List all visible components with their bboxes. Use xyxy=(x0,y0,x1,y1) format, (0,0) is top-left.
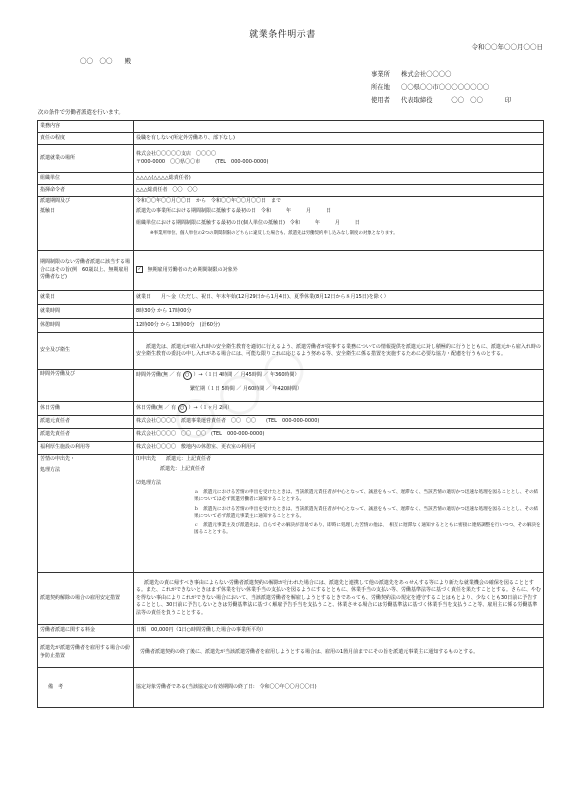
row-value xyxy=(134,197,544,251)
checkbox-icon[interactable]: ✓ xyxy=(137,267,142,273)
conditions-table xyxy=(37,120,544,708)
table-row xyxy=(38,133,544,145)
complaint-method-c: ｃ 派遣元事業主及び派遣先は、自らでその解決が容易であり、即時に処理した苦情の他は、 相互に遅滞なく通知するとともに密接に連絡調整を行いつつ、その解決を図ることとする。 xyxy=(194,523,541,536)
complaint-contact-client: 派遣先：上記責任者 xyxy=(160,466,206,473)
row-value xyxy=(134,121,544,133)
issuer-label: 所在地 xyxy=(371,84,390,91)
row-label: 指揮命令者 xyxy=(38,185,134,197)
issuer-value: 株式会社〇〇〇〇 xyxy=(401,71,452,78)
row-value: 8時30分 から 17時00分 xyxy=(134,305,544,319)
row-label: 派遣就業の場所 xyxy=(38,145,134,173)
row-label-line: 苦情の申出先・ xyxy=(40,456,76,462)
row-value: 派遣先は、派遣元が雇入れ時の安全衛生教育を適切に行えるよう、派遣労働者が従事する業務についての情報提供を派遣元に対し積極的に行うとともに、派遣元から雇入れ時の安全衛生教育の委託の申し入れがある場合には、可能な限りこれに応じるよう努める等、安全衛生に係る措置を実施するために必要な協力・配慮を行うものとする。 xyxy=(134,333,544,370)
table-row xyxy=(38,197,544,251)
row-label: 労働者派遣に関する料金 xyxy=(38,625,134,638)
selected-circle-icon: ○ xyxy=(183,371,192,380)
row-value: 協定対象労働者である(当該協定の有効期間の終了日: 令和〇〇年〇〇月〇〇日) xyxy=(134,668,544,708)
complaint-method-heading: ⑵処理方法 xyxy=(136,479,162,486)
row-label: 時間外労働及び xyxy=(38,370,134,402)
table-row xyxy=(38,291,544,305)
table-row xyxy=(38,416,544,429)
row-value xyxy=(134,455,544,573)
issuer-row xyxy=(371,94,511,107)
table-row xyxy=(38,145,544,173)
period-note: ※事業所単位、個人単位の2つの期間制限のどちらに違反した場合も、派遣先は労働契約申し込みなし制度の対象となります。 xyxy=(150,231,398,237)
row-value: 株式会社〇〇〇〇 〇〇 〇〇 (TEL 000-000-0000) xyxy=(134,429,544,442)
table-row xyxy=(38,668,544,708)
row-label: 派遣契約解除の場合の雇用安定措置 xyxy=(38,573,134,625)
holiday-work-limit: ）→（１ヶ月 2回） xyxy=(188,405,233,411)
table-row xyxy=(38,625,544,638)
row-label: 福利厚生施設の利用等 xyxy=(38,442,134,455)
issuer-label: 事業所 xyxy=(371,71,390,78)
row-label-line: 処理方法 xyxy=(40,467,61,474)
row-label: 派遣元責任者 xyxy=(38,416,134,429)
row-label: 休憩時間 xyxy=(38,319,134,333)
seal-mark: 印 xyxy=(504,97,512,104)
row-label: 休日労働 xyxy=(38,402,134,416)
row-label xyxy=(38,455,134,573)
issuer-label: 使用者 xyxy=(371,97,390,104)
table-row xyxy=(38,121,544,133)
row-label: 責任の程度 xyxy=(38,133,134,145)
table-row xyxy=(38,455,544,573)
row-label-line: 派遣期間及び xyxy=(40,198,71,204)
row-value: 株式会社〇〇〇〇 敷地内の休憩室、更衣室の利用可 xyxy=(134,442,544,455)
issuer-value: 代表取締役 〇〇 〇〇 xyxy=(401,97,483,104)
row-label-line: 抵触日 xyxy=(40,208,56,215)
row-label: 就業時間 xyxy=(38,305,134,319)
row-value: 日額 00,000円（1日○時間労働した場合の事業所平均） xyxy=(134,625,544,638)
row-label: 組織単位 xyxy=(38,173,134,185)
row-label: 派遣先が派遣労働者を雇用する場合の紛争防止措置 xyxy=(38,638,134,668)
row-label xyxy=(38,197,134,251)
row-value: 株式会社〇〇〇〇 派遣事業運営責任者 〇〇 〇〇 (TEL 000-000-0000) xyxy=(134,416,544,429)
row-value xyxy=(134,145,544,173)
row-label: 派遣先責任者 xyxy=(38,429,134,442)
intro-text: 次の条件で労働者派遣を行います。 xyxy=(38,110,124,116)
issuer-row xyxy=(371,81,511,94)
addressee-suffix: 殿 xyxy=(124,57,132,65)
complaint-method-a: ａ 派遣元における苦情の申出を受けたときは、当該派遣元責任者が中心となって、誠意をもって、遅滞なく、当該苦情の適切かつ迅速な処理を図ることとし、その結果については必ず派遣労働者に通知することとする。 xyxy=(194,490,539,503)
overtime-label: 時間外労働(無 ／ 有 xyxy=(136,372,182,378)
row-label: 就業日 xyxy=(38,291,134,305)
table-row xyxy=(38,305,544,319)
addressee xyxy=(80,56,131,65)
issuer-value: 〇〇県〇〇市〇〇〇〇〇〇〇〇 xyxy=(401,84,490,91)
document-title: 就業条件明示書 xyxy=(249,30,316,40)
workplace-name: 株式会社〇〇〇〇〇支店 〇〇〇〇 xyxy=(136,151,217,158)
row-value: △△△総責任者 〇〇 〇〇 xyxy=(134,185,544,197)
row-label: 備 考 xyxy=(38,668,134,708)
row-value: 就業日 月～金（ただし、祝日、年末年始(12月29日から1月4日)、夏季休業(8月12日から８月15日)を除く） xyxy=(134,291,544,305)
no-limit-reason: 無期雇用労働者のため期間制限の対象外 xyxy=(147,267,238,274)
row-value: 派遣先の責に帰すべき事由によらない労働者派遣契約の解除が行われた場合には、派遣先と連携して他の派遣先をあっせんする等により新たな就業機会の確保を図ることとする。また、これができないときはまず休業を行い休業手当の支払いを図るようにするとともに、休業手当の支払い等、労働基準法等に基づく責任を果たすこととする。さらに、やむを得ない事由によりこれができない場合において、当該派遣労働者を解雇しようとするときであっても、労働契約法の規定を遵守することはもとより、少なくとも30日前に予告することとし、30日前に予告しないときは労働基準法に基づく解雇予告手当を支払うこと、休業させる場合には労働基準法に基づく休業手当を支払うこと等、雇用主に係る労働基準法等の責任を負うこととする。 xyxy=(134,573,544,625)
row-value: △△△△(△△△△総責任者) xyxy=(134,173,544,185)
row-label: 業務内容 xyxy=(38,121,134,133)
workplace-address: 〒000-0000 〇〇県〇〇市 (TEL 000-000-0000) xyxy=(136,158,269,165)
issue-date: 令和〇〇年〇〇月〇〇日 xyxy=(471,43,543,51)
table-row xyxy=(38,185,544,197)
issuer-row xyxy=(371,68,511,81)
selected-circle-icon: ○ xyxy=(178,404,187,413)
row-label: 安全及び衛生 xyxy=(38,333,134,370)
table-row xyxy=(38,638,544,668)
dispatch-period: 令和〇〇年〇〇月〇〇日 から 令和〇〇年〇〇月〇〇日 まで xyxy=(136,198,282,204)
complaint-method-b: ｂ 派遣先における苦情の申出を受けたときは、当該派遣先責任者が中心となって、誠意をもって、遅滞なく、当該苦情の適切かつ迅速な処理を図ることとし、その結果について必ず派遣元事業主に通知することとする。 xyxy=(194,506,539,519)
complaint-contact: ⑴申出先 派遣元：上記責任者 xyxy=(136,456,212,462)
table-row xyxy=(38,573,544,625)
table-row xyxy=(38,173,544,185)
table-row xyxy=(38,429,544,442)
busy-season-limits: 繁忙期（１日 5時間 ／ 月60時間 ／ 年420時間） xyxy=(190,386,303,392)
row-value: 役職を有しない(所定外労働あり、部下なし) xyxy=(134,133,544,145)
table-row xyxy=(38,251,544,291)
table-row xyxy=(38,319,544,333)
office-conflict-date: 派遣先の事業所における期間制限に抵触する最初の日 令和 年 月 日 xyxy=(136,208,332,215)
overtime-limits: ）→（１日 4時間 ／ 月45時間 ／ 年360時間） xyxy=(193,372,300,378)
row-value: 労働者派遣契約の終了後に、派遣先が当該派遣労働者を雇用しようとする場合は、雇用の1箇月前までにその旨を派遣元事業主に通知するものとする。 xyxy=(134,638,544,668)
row-label: 期間制限のない労働者派遣に該当する場合にはその旨(例 60歳以上、無期雇用労働者など) xyxy=(38,251,134,291)
unit-conflict-date: 組織単位における期間制限に抵触する最初の日(個人単位の抵触日) 令和 年 月 日 xyxy=(136,219,360,226)
row-value: 12時00分 から 13時00分 (計60分) xyxy=(134,319,544,333)
issuer-block xyxy=(371,68,511,107)
addressee-name: 〇〇 〇〇 xyxy=(80,57,113,65)
holiday-work-label: 休日労働(無 ／ 有 xyxy=(136,405,177,411)
table-row xyxy=(38,442,544,455)
row-value xyxy=(134,251,544,291)
